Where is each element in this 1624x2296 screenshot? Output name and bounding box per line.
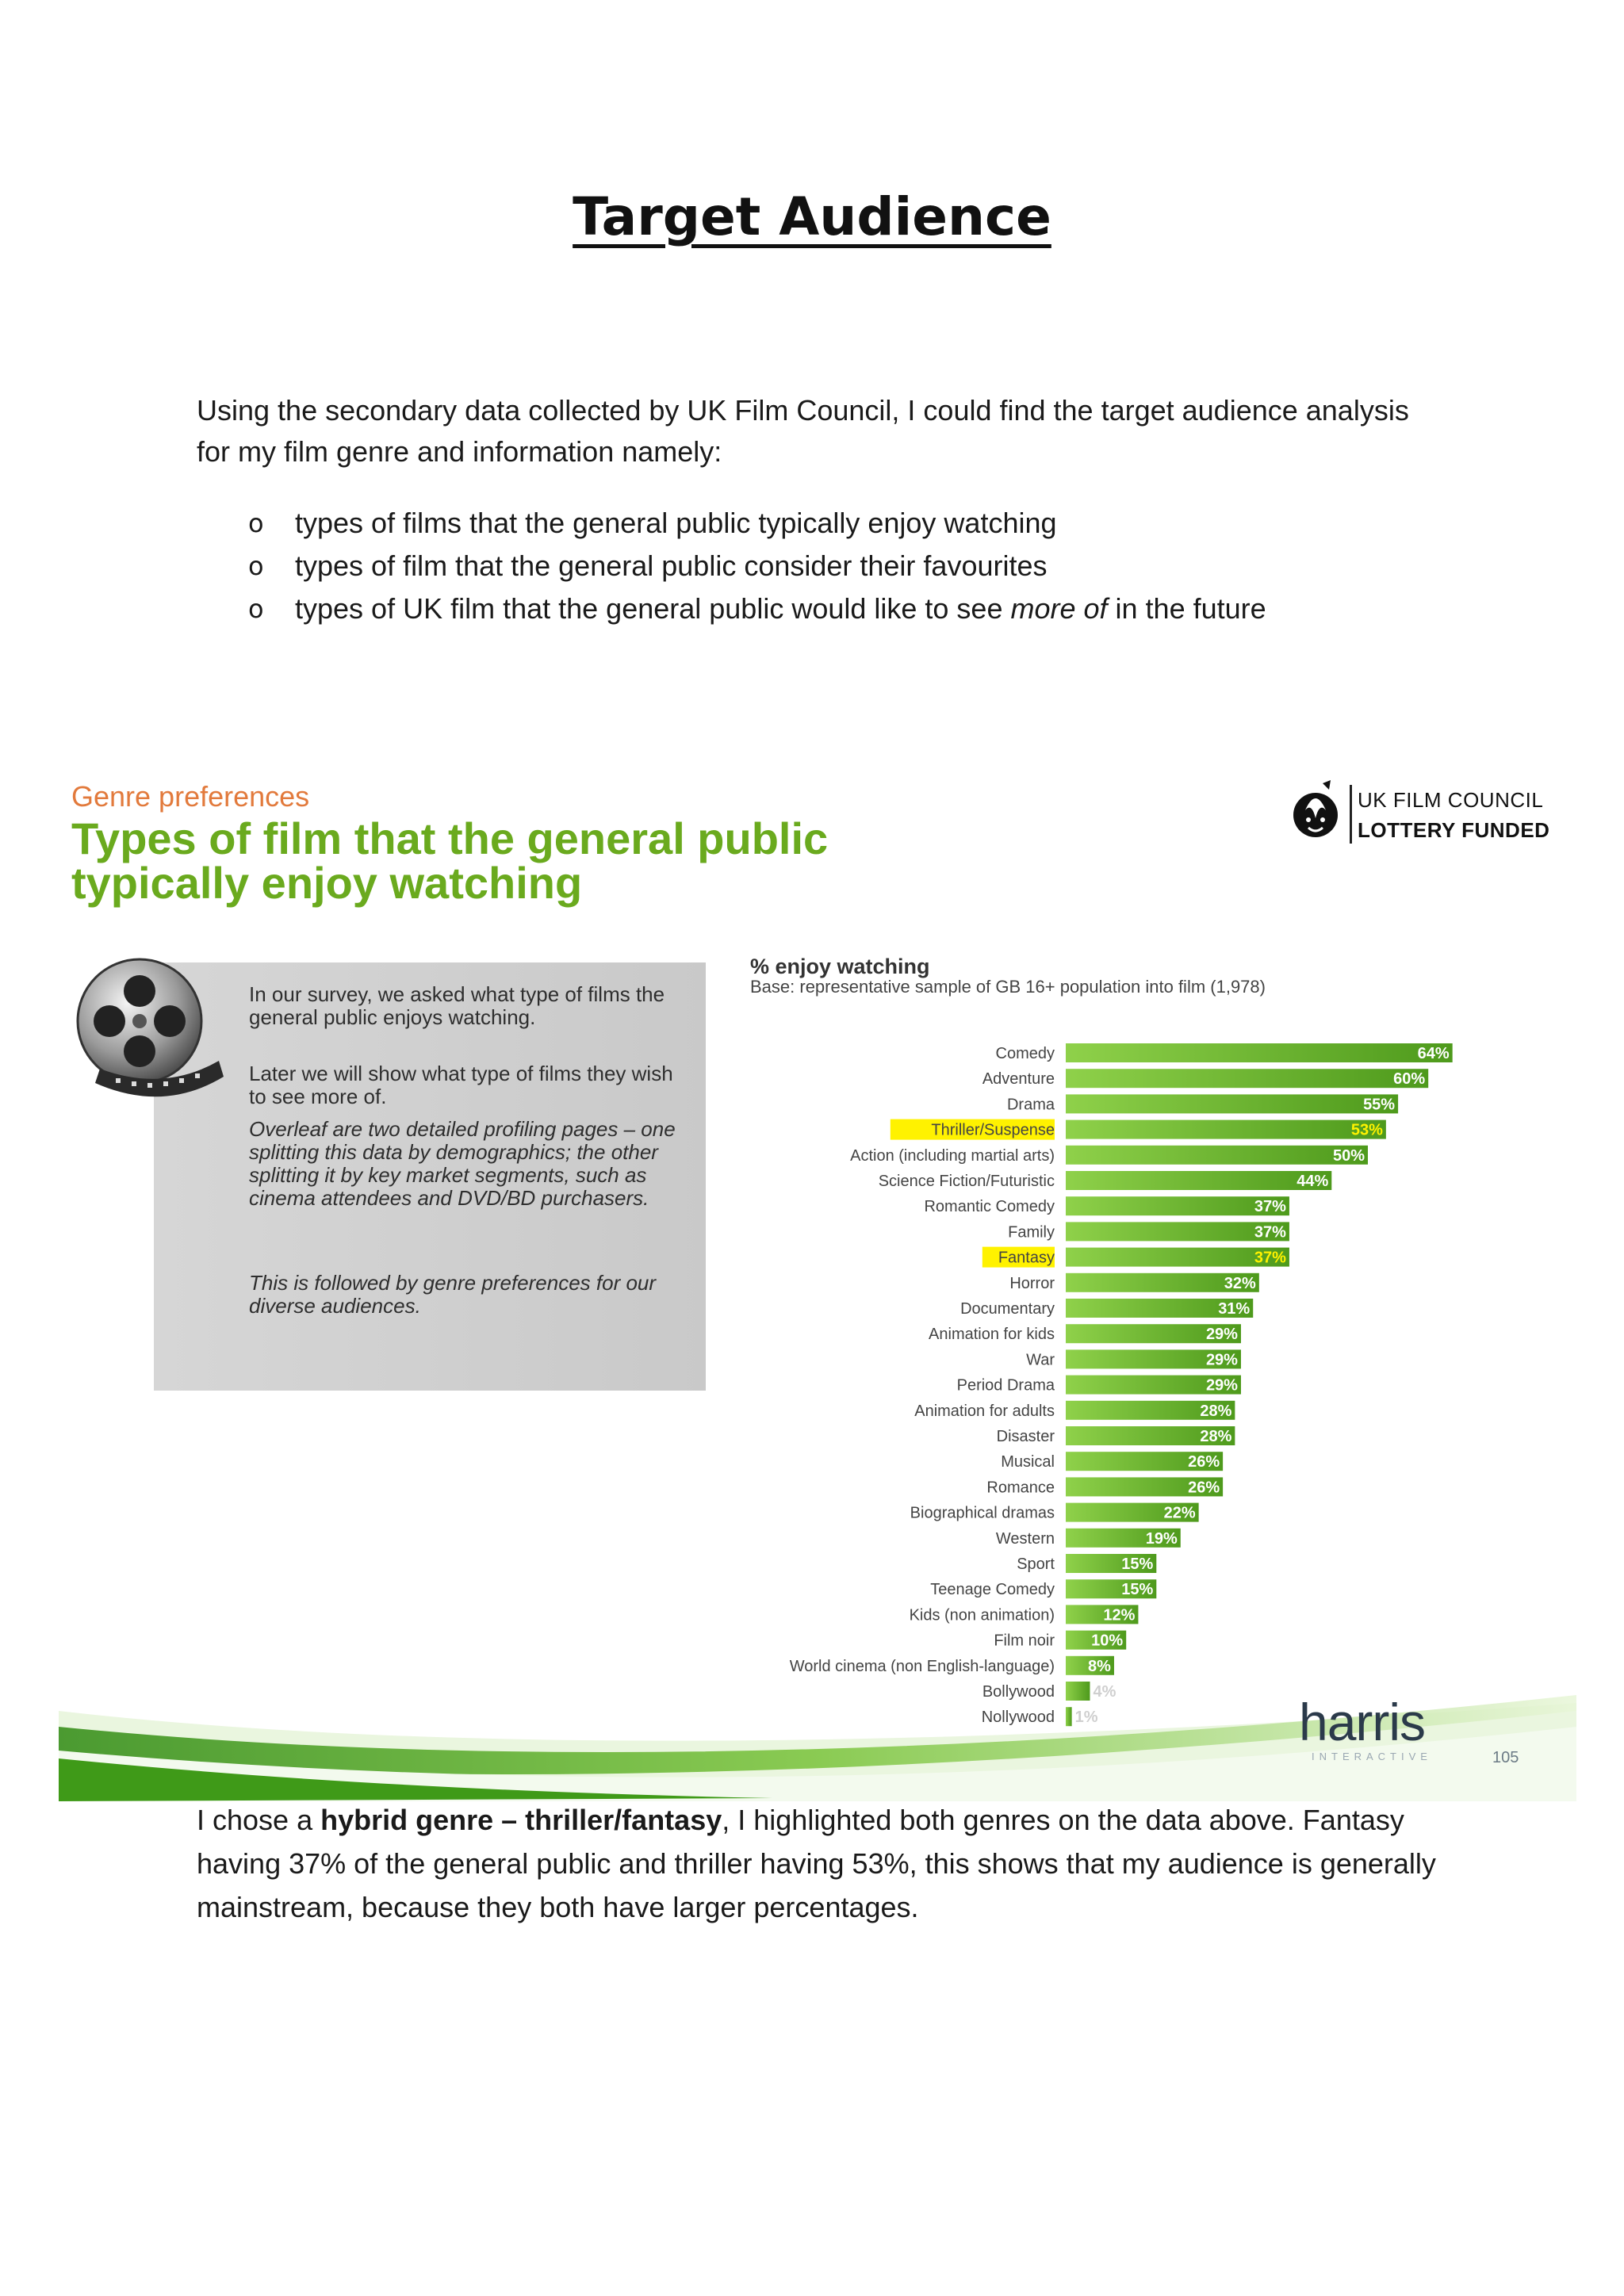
list-item [197, 502, 1434, 545]
page-title: Target Audience [573, 186, 1051, 247]
logo-text-line2: LOTTERY FUNDED [1358, 818, 1550, 842]
bullet-text: types of films that the general public typically enjoy watching [295, 507, 1057, 539]
category-label: Biographical dramas [910, 1504, 1055, 1522]
bar-value-label: 29% [1205, 1351, 1238, 1369]
intro-paragraph: Using the secondary data collected by UK Film Council, I could find the target audience analysis for my film genre and information namely: [197, 394, 1409, 468]
category-label: Sport [1017, 1556, 1055, 1573]
bar-value-label: 15% [1121, 1581, 1154, 1599]
bar-value-label: 19% [1145, 1529, 1178, 1548]
bar-value-label: 53% [1350, 1121, 1383, 1139]
chart-heading: % enjoy watching [750, 955, 930, 978]
bar [1066, 1146, 1368, 1165]
category-label: Disaster [996, 1428, 1055, 1445]
category-label: Bollywood [982, 1683, 1055, 1701]
bar-value-label: 44% [1297, 1173, 1329, 1190]
category-label: War [1026, 1351, 1055, 1369]
bar [1066, 1171, 1331, 1190]
bar [1066, 1120, 1386, 1139]
bar-value-label: 28% [1200, 1428, 1232, 1445]
slide-title: Types of film that the general public typically enjoy watching [71, 813, 829, 908]
closing-emphasis: hybrid genre – thriller/fantasy [320, 1804, 722, 1836]
closing-paragraph [197, 1798, 1450, 1929]
category-label: Comedy [995, 1045, 1055, 1062]
category-label: Romantic Comedy [924, 1198, 1055, 1216]
info-paragraph: This is followed by genre preferences for our diverse audiences. [249, 1271, 657, 1318]
info-paragraph: In our survey, we asked what type of films the general public enjoys watching. [249, 982, 665, 1029]
bullet-text: in the future [1107, 592, 1266, 625]
category-label: Action (including martial arts) [850, 1146, 1055, 1165]
harris-logo-text: harris [1299, 1693, 1426, 1751]
category-label: Drama [1006, 1096, 1055, 1114]
closing-text: I chose a [197, 1804, 321, 1836]
category-label: Adventure [982, 1070, 1055, 1089]
bullet-emphasis: more of [1010, 592, 1108, 625]
bar-value-label: 15% [1121, 1556, 1154, 1573]
category-label: Fantasy [998, 1249, 1055, 1267]
bar-value-label: 37% [1254, 1249, 1286, 1267]
category-label: Teenage Comedy [930, 1581, 1055, 1599]
bar-value-label: 50% [1332, 1146, 1365, 1165]
category-label: Documentary [960, 1300, 1055, 1318]
category-label: World cinema (non English-language) [789, 1657, 1055, 1675]
bullet-text: types of UK film that the general public would like to see [295, 592, 1011, 625]
slide-kicker: Genre preferences [71, 780, 310, 813]
bar-value-label: 37% [1254, 1223, 1286, 1242]
bullet-text: types of film that the general public consider their favourites [295, 549, 1048, 582]
bar-value-label: 37% [1254, 1198, 1286, 1216]
bar-value-label: 4% [1093, 1683, 1116, 1701]
bar-value-label: 28% [1200, 1402, 1232, 1420]
bar-value-label: 10% [1091, 1632, 1124, 1650]
list-item [197, 587, 1434, 630]
harris-logo-subtext: INTERACTIVE [1312, 1751, 1432, 1762]
bar-value-label: 55% [1363, 1096, 1396, 1114]
category-label: Romance [986, 1479, 1055, 1497]
bar [1066, 1094, 1398, 1113]
category-label: Animation for adults [914, 1402, 1055, 1420]
category-label: Kids (non animation) [909, 1606, 1055, 1624]
bar-value-label: 64% [1417, 1045, 1450, 1062]
category-label: Science Fiction/Futuristic [878, 1173, 1055, 1190]
bar-value-label: 31% [1218, 1300, 1251, 1318]
category-label: Horror [1009, 1274, 1055, 1292]
bar-value-label: 60% [1393, 1070, 1426, 1089]
category-label: Thriller/Suspense [931, 1121, 1055, 1139]
list-item [197, 545, 1434, 587]
bullet-marker: o [248, 508, 264, 538]
bar-value-label: 32% [1224, 1274, 1256, 1292]
category-label: Film noir [994, 1632, 1055, 1650]
bullet-marker: o [248, 551, 264, 581]
category-label: Western [995, 1529, 1055, 1548]
bar [1066, 1043, 1453, 1062]
bar-value-label: 12% [1103, 1606, 1136, 1624]
category-label: Animation for kids [929, 1326, 1055, 1344]
bar-value-label: 29% [1205, 1326, 1238, 1344]
category-label: Musical [1001, 1453, 1055, 1471]
category-label: Period Drama [956, 1376, 1055, 1395]
info-paragraph: Later we will show what type of films they wish to see more of. [249, 1062, 673, 1108]
chart-subheading: Base: representative sample of GB 16+ population into film (1,978) [750, 977, 1266, 997]
logo-text-line1: UK FILM COUNCIL [1358, 788, 1544, 812]
info-paragraph: Overleaf are two detailed profiling pages – one splitting this data by demographics; the other splitting it by key market segments, such as cinema attendees and DVD/BD purchasers. [249, 1117, 676, 1210]
closing-text: , I highlighted both genres on the data above. Fantasy having 37% of the general public and thriller having 53%, this shows that my audience is generally mainstream, because they both have larger percentages. [197, 1804, 1436, 1923]
bar-value-label: 26% [1188, 1479, 1220, 1497]
bar-value-label: 8% [1088, 1657, 1111, 1675]
bar-value-label: 26% [1188, 1453, 1220, 1471]
bullet-marker: o [248, 594, 264, 624]
bar [1066, 1069, 1428, 1088]
bar-value-label: 29% [1205, 1376, 1238, 1395]
category-label: Family [1008, 1223, 1055, 1242]
slide-page-number: 105 [1492, 1749, 1519, 1766]
bar-value-label: 22% [1163, 1504, 1196, 1522]
bar-chart [59, 767, 1576, 1801]
embedded-chart-slide [59, 767, 1576, 1801]
category-label: Nollywood [981, 1709, 1055, 1727]
bar-value-label: 1% [1074, 1709, 1098, 1727]
bullet-list [197, 502, 1434, 630]
